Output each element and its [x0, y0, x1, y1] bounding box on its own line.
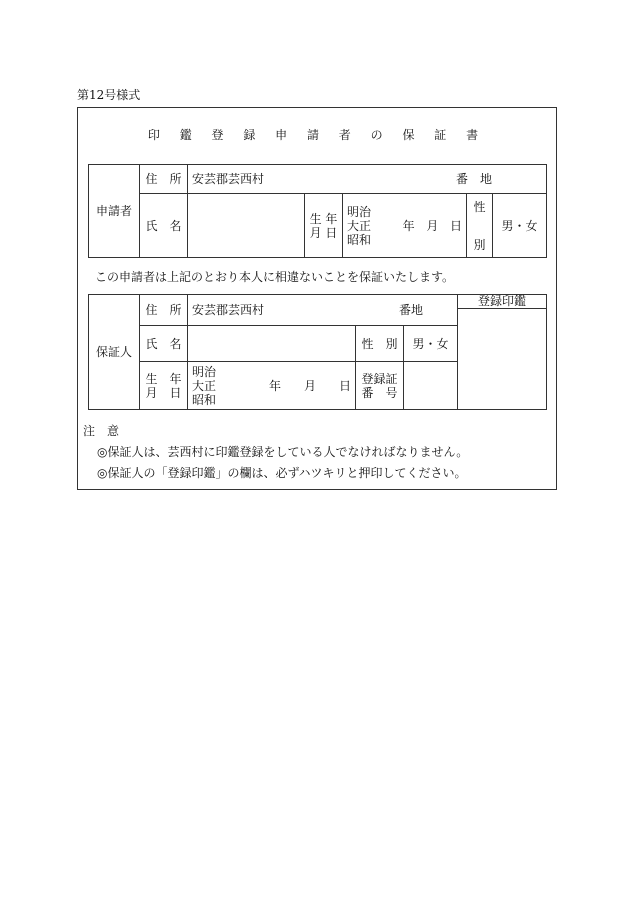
guarantor-era-meiji: 明治	[192, 364, 217, 379]
notes-section	[83, 421, 468, 484]
guarantor-reg-label	[356, 362, 404, 410]
applicant-address-value: 安芸郡芸西村	[192, 172, 265, 186]
guarantor-section-label: 保証人	[89, 295, 140, 410]
applicant-date-year: 年	[402, 218, 415, 233]
applicant-name-label: 氏 名	[140, 194, 188, 258]
guarantor-era-taisho: 大正	[192, 378, 217, 393]
applicant-name-field[interactable]	[188, 194, 305, 258]
guarantor-banchi-label: 番地	[399, 303, 424, 317]
guarantor-name-field[interactable]	[188, 326, 356, 362]
guarantor-birth-label-2: 月 日	[145, 385, 182, 400]
notes-heading: 注 意	[83, 424, 120, 438]
applicant-sex-label-2: 別	[473, 237, 486, 252]
applicant-address-field[interactable]	[188, 165, 547, 194]
guarantee-form	[77, 107, 557, 490]
applicant-address-label: 住 所	[140, 165, 188, 194]
guarantor-era-showa: 昭和	[192, 392, 217, 407]
guarantor-birth-label-1: 生 年	[145, 371, 182, 386]
guarantor-name-label: 氏 名	[140, 326, 188, 362]
guarantor-seal-box[interactable]	[458, 295, 547, 410]
applicant-birth-label-2: 月 日	[309, 225, 338, 240]
note-item: ◎保証人の「登録印鑑」の欄は、必ずハツキリと押印してください。	[97, 466, 467, 480]
guarantor-reg-label-2: 番 号	[361, 385, 398, 400]
applicant-section-label: 申請者	[89, 165, 140, 258]
applicant-era-showa: 昭和	[347, 232, 372, 247]
applicant-sex-label	[467, 194, 493, 258]
certification-text: この申請者は上記のとおり本人に相違ないことを保証いたします。	[95, 270, 455, 284]
applicant-date-day: 日	[449, 218, 462, 233]
guarantor-sex-label: 性 別	[356, 326, 404, 362]
guarantor-date-day: 日	[338, 378, 351, 393]
guarantor-date-year: 年	[268, 378, 281, 393]
guarantor-address-field[interactable]	[188, 295, 458, 326]
guarantor-address-value: 安芸郡芸西村	[192, 303, 265, 317]
applicant-date-month: 月	[426, 218, 439, 233]
form-number: 第12号様式	[77, 88, 141, 102]
guarantor-seal-header: 登録印鑑	[458, 295, 546, 309]
note-item: ◎保証人は、芸西村に印鑑登録をしている人でなければなりません。	[97, 445, 469, 459]
guarantor-reg-number-field[interactable]	[404, 362, 458, 410]
applicant-era-taisho: 大正	[347, 218, 372, 233]
guarantor-reg-label-1: 登録証	[361, 371, 398, 386]
guarantor-sex-field[interactable]: 男・女	[404, 326, 458, 362]
guarantor-date-month: 月	[303, 378, 316, 393]
applicant-era-meiji: 明治	[347, 204, 372, 219]
applicant-birth-label	[305, 194, 343, 258]
applicant-table	[88, 164, 547, 258]
applicant-birthdate-field[interactable]	[343, 194, 467, 258]
guarantor-address-label: 住 所	[140, 295, 188, 326]
form-title: 印 鑑 登 録 申 請 者 の 保 証 書	[147, 128, 487, 142]
guarantor-table	[88, 294, 547, 410]
guarantor-birth-label	[140, 362, 188, 410]
applicant-banchi-label: 番 地	[455, 172, 492, 186]
applicant-sex-field[interactable]: 男・女	[493, 194, 547, 258]
applicant-sex-label-1: 性	[473, 199, 486, 214]
guarantor-birthdate-field[interactable]	[188, 362, 356, 410]
applicant-birth-label-1: 生 年	[309, 211, 338, 226]
